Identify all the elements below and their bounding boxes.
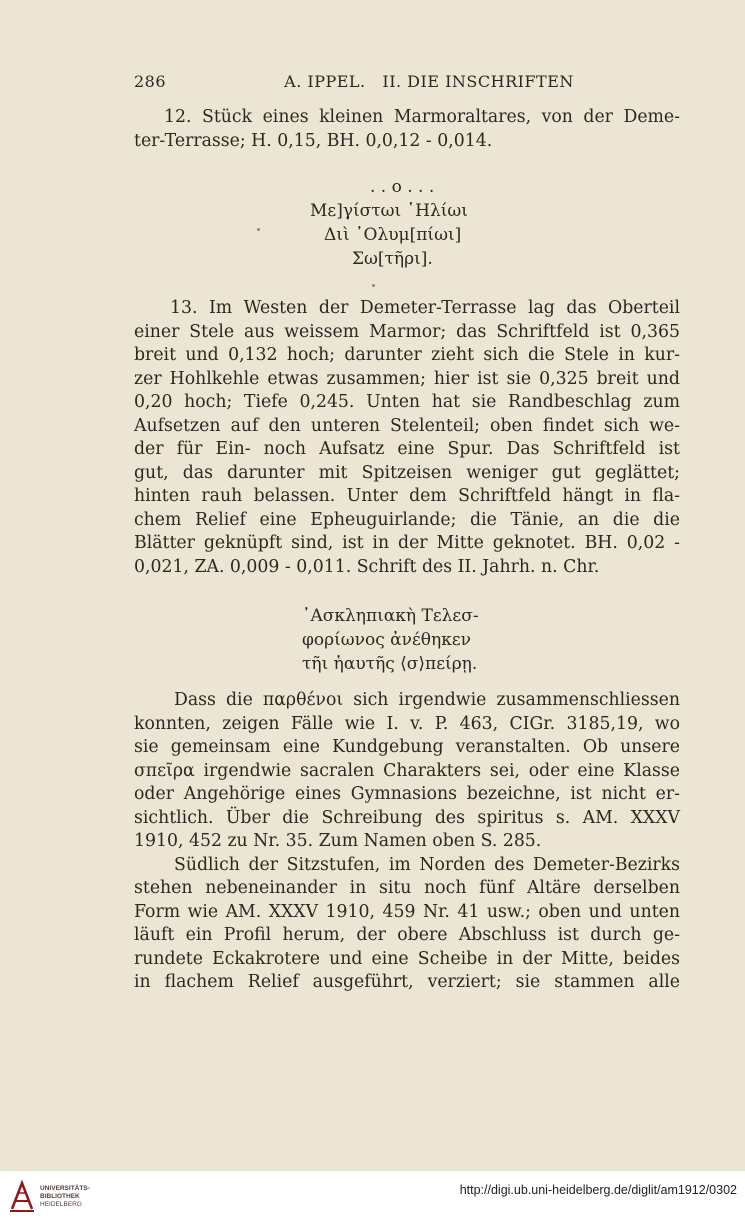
text-line: sie gemeinsam eine Kundgebung veranstalten. Ob unsere [134,737,680,757]
inscription-line: ᾿Ασκληπιακὴ Τελεσ- [302,606,479,626]
text-line: 0,021, ZA. 0,009 - 0,011. Schrift des II. Jahrh. n. Chr. [134,556,600,577]
text-line: σπεῖρα irgendwie sacralen Charakters sei, oder eine Klasse [134,760,680,781]
text-line: hinten rauh belassen. Unter dem Schriftfeld hängt in fla- [134,486,680,506]
inscription-line: Με]γίστωι ῾Ηλίωι [310,201,468,221]
text-line: ter-Terrasse; H. 0,15, BH. 0,0,12 - 0,014. [134,130,493,151]
text-line: 1910, 452 zu Nr. 35. Zum Namen oben S. 285. [134,831,542,851]
text-line: konnten, zeigen Fälle wie I. v. P. 463, CIGr. 3185,19, wo [134,713,680,734]
text-line: Südlich der Sitzstufen, im Norden des Demeter-Bezirks [174,854,680,875]
text-line: der für Ein- noch Aufsatz eine Spur. Das Schriftfeld ist [134,439,680,459]
text-line: sichtlich. Über die Schreibung des spiritus s. AM. XXXV [134,807,680,828]
inscription-line: Διὶ ᾿Ολυμ[πίωι] [324,225,462,245]
page-speck [372,284,375,287]
text-line: gut, das darunter mit Spitzeisen weniger gut geglättet; [134,462,680,483]
text-line: zer Hohlkehle etwas zusammen; hier ist sie 0,325 breit und [134,368,680,389]
inscription-line: φορίωνος ἀνέθηκεν [302,630,471,650]
text-line: Aufsetzen auf den unteren Stelenteil; oben findet sich we- [134,415,680,436]
text-line: 0,20 hoch; Tiefe 0,245. Unten hat sie Randbeschlag zum [134,392,680,412]
library-name [40,1185,90,1209]
library-seal-icon [8,1179,36,1215]
text-line: oder Angehörige eines Gymnasions bezeichne, ist nicht er- [134,784,680,804]
page-number: 286 [134,72,167,91]
running-title: A. IPPEL. II. DIE INSCHRIFTEN [284,72,574,91]
text-line: stehen nebeneinander in situ noch fünf Altäre derselben [134,878,680,898]
text-line: in flachem Relief ausgeführt, verziert; sie stammen alle [134,972,680,992]
inscription-line: . . o . . . [370,177,435,197]
discussion-paragraph [134,689,680,995]
section-12-inscription [0,175,745,271]
text-line: läuft ein Profil herum, der obere Abschluss ist durch ge- [134,925,680,945]
text-line: breit und 0,132 hoch; darunter zieht sich die Stele in kur- [134,345,680,365]
section-13-paragraph [134,297,680,579]
section-13-inscription [0,604,745,676]
permalink[interactable]: http://digi.ub.uni-heidelberg.de/diglit/am1912/0302 [459,1183,737,1197]
text-line: chem Relief eine Epheuguirlande; die Tänie, an die die [134,509,680,530]
section-12-paragraph [134,106,680,153]
text-line: 13. Im Westen der Demeter-Terrasse lag das Oberteil [170,298,680,318]
page-speck [257,228,260,231]
logo-line: BIBLIOTHEK [40,1193,80,1200]
text-line: Dass die παρθένοι sich irgendwie zusammenschliessen [174,690,680,710]
library-logo[interactable] [8,1179,90,1215]
inscription-line: τῆι ἡαυτῆς ⟨σ⟩πείρῃ. [302,654,478,674]
page-header [134,72,682,91]
text-line: rundete Eckakrotere und eine Scheibe in der Mitte, beides [134,948,680,969]
text-line: einer Stele aus weissem Marmor; das Schriftfeld ist 0,365 [134,321,680,342]
text-line: Form wie AM. XXXV 1910, 459 Nr. 41 usw.; oben und unten [134,901,680,922]
inscription-line: Σω[τῆρι]. [352,249,433,269]
logo-line: UNIVERSITÄTS- [40,1185,90,1192]
text-line: Blätter geknüpft sind, ist in der Mitte geknotet. BH. 0,02 - [134,533,680,553]
logo-line: HEIDELBERG [40,1201,82,1208]
text-line: 12. Stück eines kleinen Marmoraltares, von der Deme- [164,107,680,127]
viewer-footer [0,1170,745,1227]
